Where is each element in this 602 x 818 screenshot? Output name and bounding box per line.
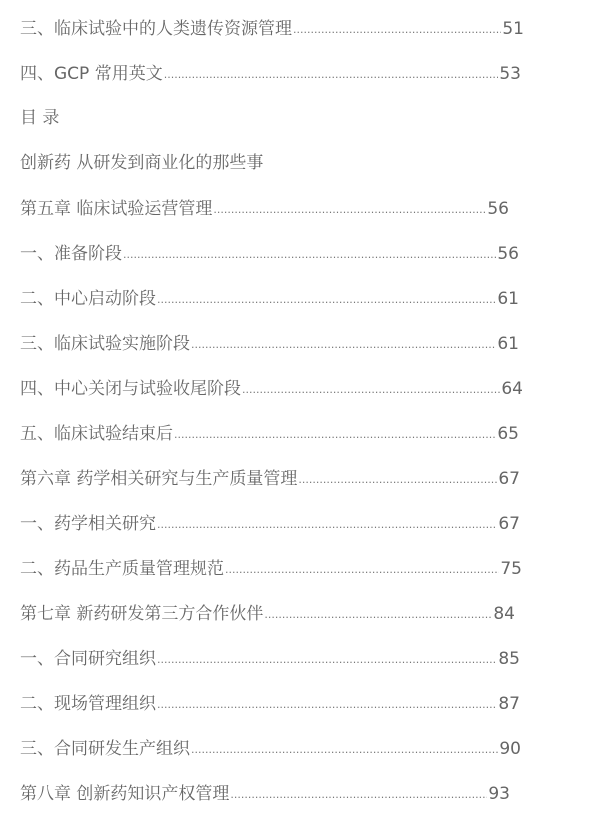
toc-entry-page: 53: [499, 64, 521, 84]
toc-leader-dots: [230, 788, 487, 805]
toc-entry-page: 67: [498, 469, 520, 489]
toc-entry[interactable]: [20, 556, 522, 580]
toc-entry[interactable]: [20, 376, 523, 400]
toc-entry-page: 51: [502, 19, 524, 39]
toc-entry-label: 三、临床试验中的人类遗传资源管理: [20, 19, 292, 39]
toc-entry-page: 56: [487, 199, 509, 219]
book-title: 创新药 从研发到商业化的那些事: [20, 153, 264, 173]
toc-entry[interactable]: [20, 241, 519, 265]
toc-leader-dots: [225, 563, 499, 580]
toc-entry-page: 75: [500, 559, 522, 579]
toc-leader-dots: [164, 68, 499, 85]
toc-entry[interactable]: [20, 601, 515, 625]
toc-entry-label: 二、药品生产质量管理规范: [20, 559, 224, 579]
toc-entry[interactable]: [20, 736, 521, 760]
toc-entry-label: 二、现场管理组织: [20, 694, 156, 714]
toc-leader-dots: [264, 608, 492, 625]
toc-entry[interactable]: [20, 691, 520, 715]
toc-leader-dots: [157, 293, 496, 310]
toc-entry-label: 一、合同研究组织: [20, 649, 156, 669]
toc-entry-page: 64: [501, 379, 523, 399]
toc-entry-page: 67: [498, 514, 520, 534]
toc-leader-dots: [157, 653, 497, 670]
toc-entry-page: 87: [498, 694, 520, 714]
toc-entry[interactable]: [20, 196, 509, 220]
toc-entry-page: 56: [497, 244, 519, 264]
toc-entry-page: 61: [497, 289, 519, 309]
toc-entry-label: 四、中心关闭与试验收尾阶段: [20, 379, 241, 399]
toc-entry-page: 65: [497, 424, 519, 444]
toc-leader-dots: [293, 23, 501, 40]
toc-entry[interactable]: [20, 331, 519, 355]
toc-entry[interactable]: [20, 466, 520, 490]
toc-entry-label: 五、临床试验结束后: [20, 424, 173, 444]
toc-heading: 目 录: [20, 108, 60, 128]
toc-leader-dots: [123, 248, 496, 265]
toc-entry-page: 61: [497, 334, 519, 354]
toc-leader-dots: [191, 338, 496, 355]
toc-entry-page: 85: [498, 649, 520, 669]
toc-entry-label: 三、临床试验实施阶段: [20, 334, 190, 354]
toc-entry-page: 90: [499, 739, 521, 759]
toc-entry-label: 一、准备阶段: [20, 244, 122, 264]
toc-entry-label: 第八章 创新药知识产权管理: [20, 784, 230, 804]
toc-entry[interactable]: [20, 16, 524, 40]
toc-entry-label: 一、药学相关研究: [20, 514, 156, 534]
toc-entry[interactable]: [20, 61, 521, 85]
toc-entry[interactable]: [20, 286, 519, 310]
toc-entry-label: 二、中心启动阶段: [20, 289, 156, 309]
toc-entry[interactable]: [20, 511, 520, 535]
toc-leader-dots: [174, 428, 496, 445]
toc-entry[interactable]: [20, 421, 519, 445]
toc-leader-dots: [157, 518, 497, 535]
toc-leader-dots: [191, 743, 498, 760]
toc-leader-dots: [213, 203, 486, 220]
toc-entry[interactable]: [20, 781, 510, 805]
toc-entry-label: 四、GCP 常用英文: [20, 64, 163, 84]
toc-entry-page: 84: [493, 604, 515, 624]
toc-leader-dots: [242, 383, 500, 400]
toc-entry[interactable]: [20, 646, 520, 670]
toc-entry-label: 第七章 新药研发第三方合作伙伴: [20, 604, 264, 624]
toc-leader-dots: [298, 473, 497, 490]
toc-leader-dots: [157, 698, 497, 715]
toc-entry-label: 三、合同研发生产组织: [20, 739, 190, 759]
toc-entry-label: 第五章 临床试验运营管理: [20, 199, 213, 219]
toc-entry-label: 第六章 药学相关研究与生产质量管理: [20, 469, 298, 489]
toc-entry-page: 93: [488, 784, 510, 804]
